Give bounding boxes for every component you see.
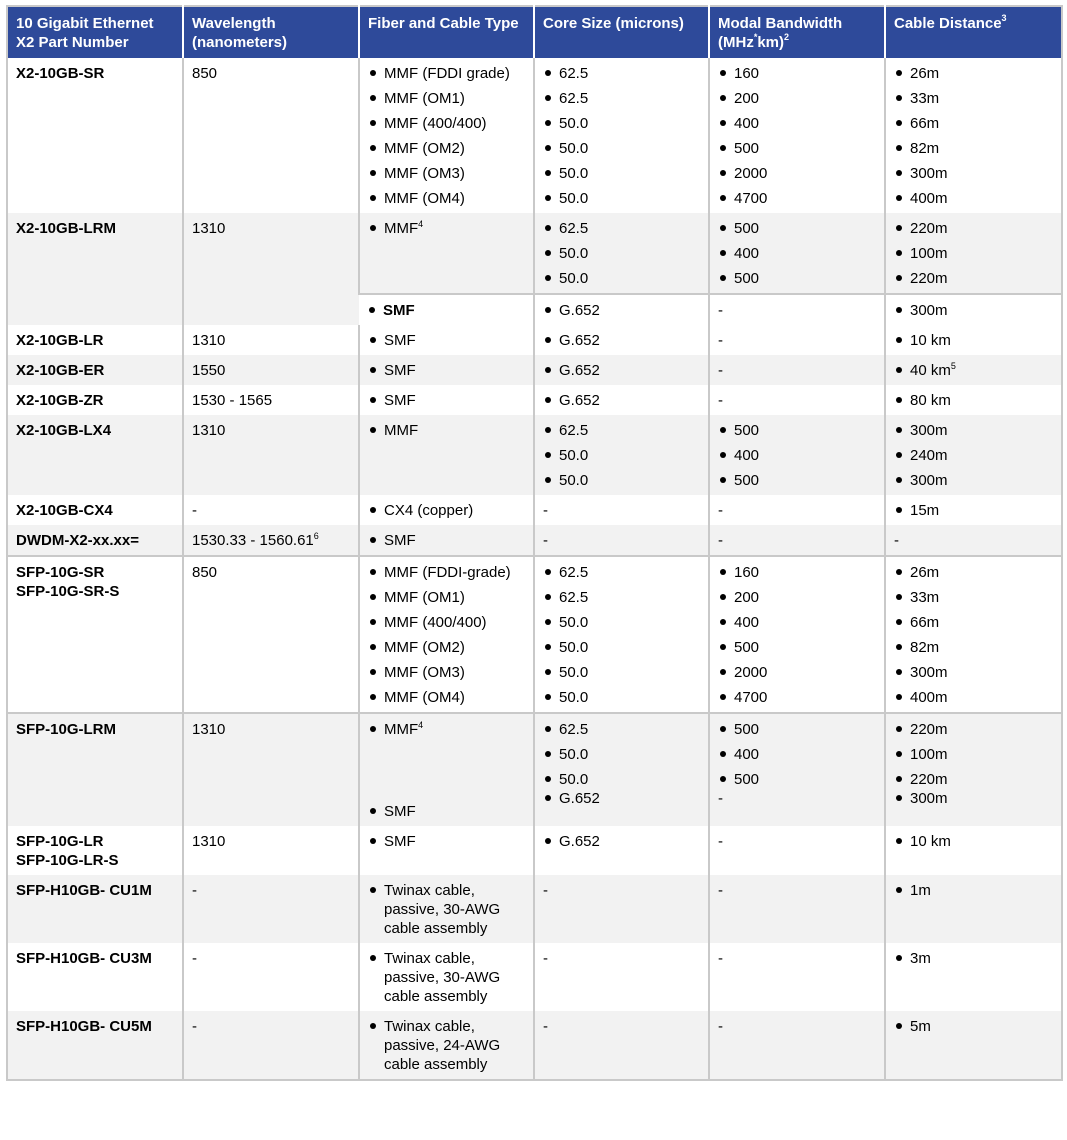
list-item: 500 [718, 421, 878, 446]
list-item: 300m [894, 164, 1055, 189]
list-item: 160 [718, 64, 878, 89]
distance-list [894, 720, 1055, 789]
footnote: 6 [313, 531, 319, 541]
table-row [7, 495, 1062, 525]
header-bandwidth-unit-a: (MHz [718, 34, 754, 51]
cable-distance [885, 355, 1062, 385]
list-item: 300m [894, 663, 1055, 688]
list-item: 80 km [894, 391, 1055, 410]
list-item: G.652 [543, 391, 702, 410]
bandwidth-list [718, 64, 878, 208]
table-row [7, 385, 1062, 415]
list-item: 100m [894, 745, 1055, 770]
core-size [534, 713, 709, 826]
header-bandwidth-title: Modal Bandwidth [718, 15, 843, 32]
list-item: 300m [894, 471, 1055, 490]
list-item: SMF [368, 361, 527, 380]
list-item: 33m [894, 89, 1055, 114]
header-bandwidth-unit-b: km) [757, 34, 785, 51]
list-item [368, 720, 527, 802]
list-item: 220m [894, 219, 1055, 244]
core-size [534, 826, 709, 875]
core-size: - [534, 1011, 709, 1080]
core-size: - [534, 525, 709, 556]
core-size: - [534, 875, 709, 943]
core-size [534, 385, 709, 415]
list-item: 500 [718, 269, 878, 288]
wavelength: - [183, 495, 359, 525]
bandwidth-list [718, 421, 878, 490]
core-list [543, 64, 702, 208]
table-row [7, 325, 1062, 355]
fiber-type [359, 355, 534, 385]
fiber-type [359, 556, 534, 713]
list-item: 50.0 [543, 745, 702, 770]
modal-bandwidth [709, 58, 885, 213]
header-part-number: 10 Gigabit Ethernet X2 Part Number [7, 6, 183, 58]
list-item: Twinax cable, passive, 30-AWG cable assembly [368, 881, 527, 938]
cable-distance [885, 325, 1062, 355]
list-item: 400 [718, 745, 878, 770]
list-item: 1m [894, 881, 1055, 900]
header-bandwidth-footnote: 2 [784, 32, 790, 42]
part-number-b: SFP-10G-LR-S [16, 852, 119, 869]
list-item: MMF (OM4) [368, 189, 527, 208]
wavelength: 1310 [183, 213, 359, 325]
list-item: 300m [894, 789, 1055, 808]
list-item: 220m [894, 720, 1055, 745]
list-item: 160 [718, 563, 878, 588]
list-item: 500 [718, 219, 878, 244]
fiber-value: MMF [384, 220, 419, 237]
fiber-list [368, 563, 527, 707]
list-item: 10 km [894, 331, 1055, 350]
distance-list [894, 64, 1055, 208]
modal-bandwidth: - [709, 1011, 885, 1080]
list-item: 50.0 [543, 638, 702, 663]
list-item: 66m [894, 114, 1055, 139]
part-number: SFP-H10GB- CU5M [7, 1011, 183, 1080]
list-item: 220m [894, 770, 1055, 789]
modal-bandwidth: - [709, 355, 885, 385]
part-number: SFP-10G-LRM [7, 713, 183, 826]
part-number: X2-10GB-ZR [7, 385, 183, 415]
modal-bandwidth: - [709, 525, 885, 556]
fiber-type [359, 294, 534, 325]
table-row [7, 415, 1062, 495]
list-item: 5m [894, 1017, 1055, 1036]
table-row [7, 58, 1062, 213]
cable-distance [885, 826, 1062, 875]
list-item: MMF (FDDI-grade) [368, 563, 527, 588]
list-item: 240m [894, 446, 1055, 471]
part-number: X2-10GB-ER [7, 355, 183, 385]
fiber-type [359, 875, 534, 943]
core-size: - [534, 943, 709, 1011]
list-item: 26m [894, 64, 1055, 89]
list-item: 100m [894, 244, 1055, 269]
list-item: SMF [368, 331, 527, 350]
part-number: SFP-H10GB- CU3M [7, 943, 183, 1011]
list-item: 50.0 [543, 114, 702, 139]
list-item: MMF (OM2) [368, 139, 527, 164]
modal-bandwidth: - [709, 325, 885, 355]
core-size [534, 294, 709, 325]
header-row [7, 6, 1062, 58]
list-item: 33m [894, 588, 1055, 613]
list-item: 50.0 [543, 244, 702, 269]
wavelength: - [183, 1011, 359, 1080]
list-item: MMF (400/400) [368, 613, 527, 638]
list-item: 400m [894, 189, 1055, 208]
list-item: MMF (OM4) [368, 688, 527, 707]
header-fiber-type: Fiber and Cable Type [359, 6, 534, 58]
bandwidth-list [718, 720, 878, 789]
header-distance-footnote: 3 [1001, 13, 1007, 23]
list-item: 50.0 [543, 189, 702, 208]
part-number [7, 556, 183, 713]
transceiver-spec-table [6, 5, 1063, 1081]
modal-bandwidth: - [709, 294, 885, 325]
cable-distance [885, 415, 1062, 495]
list-item: MMF (OM1) [368, 89, 527, 114]
list-item: 400 [718, 114, 878, 139]
list-item: 400 [718, 244, 878, 269]
core-size [534, 556, 709, 713]
list-item: 500 [718, 471, 878, 490]
list-item: 50.0 [543, 613, 702, 638]
header-bandwidth-star: * [753, 32, 758, 42]
part-number-a: SFP-10G-LR [16, 833, 104, 850]
list-item: G.652 [543, 301, 702, 320]
footnote: 4 [418, 720, 424, 730]
list-item: 220m [894, 269, 1055, 288]
list-item: 400 [718, 613, 878, 638]
cable-distance [885, 713, 1062, 826]
core-size: - [534, 495, 709, 525]
fiber-type [359, 525, 534, 556]
part-number: X2-10GB-LX4 [7, 415, 183, 495]
fiber-type [359, 826, 534, 875]
bandwidth-list [718, 219, 878, 288]
list-item: MMF (OM3) [368, 164, 527, 189]
core-size [534, 355, 709, 385]
wavelength: 1530 - 1565 [183, 385, 359, 415]
list-item: MMF (OM3) [368, 663, 527, 688]
wavelength: - [183, 943, 359, 1011]
table-row [7, 355, 1062, 385]
list-item: 15m [894, 501, 1055, 520]
spec-table-container [6, 5, 1061, 1081]
list-item: 200 [718, 588, 878, 613]
list-item: MMF [368, 421, 527, 440]
cable-distance: - [885, 525, 1062, 556]
bandwidth-value: - [718, 790, 723, 807]
fiber-type [359, 495, 534, 525]
part-number: X2-10GB-LR [7, 325, 183, 355]
cable-distance [885, 875, 1062, 943]
modal-bandwidth: - [709, 943, 885, 1011]
footnote: 4 [418, 219, 424, 229]
list-item: 500 [718, 139, 878, 164]
table-row [7, 556, 1062, 713]
list-item: 50.0 [543, 770, 702, 789]
wavelength-value: 1530.33 - 1560.61 [192, 532, 314, 549]
distance-list [894, 421, 1055, 490]
core-list [543, 421, 702, 490]
list-item: MMF (FDDI grade) [368, 64, 527, 89]
list-item: MMF (OM1) [368, 588, 527, 613]
core-size [534, 213, 709, 294]
list-item: G.652 [543, 832, 702, 851]
list-item: 26m [894, 563, 1055, 588]
list-item: 50.0 [543, 269, 702, 288]
modal-bandwidth: - [709, 495, 885, 525]
wavelength: 1310 [183, 415, 359, 495]
part-number: DWDM-X2-xx.xx= [7, 525, 183, 556]
part-number-b: SFP-10G-SR-S [16, 583, 120, 600]
table-row [7, 713, 1062, 826]
list-item: 50.0 [543, 139, 702, 164]
fiber-type [359, 325, 534, 355]
list-item: 2000 [718, 164, 878, 189]
list-item: 500 [718, 720, 878, 745]
list-item [894, 361, 1055, 380]
fiber-type [359, 713, 534, 826]
wavelength: 1310 [183, 826, 359, 875]
list-item: 300m [894, 421, 1055, 446]
core-size [534, 58, 709, 213]
list-item: G.652 [543, 361, 702, 380]
list-item: 2000 [718, 663, 878, 688]
part-number: X2-10GB-SR [7, 58, 183, 213]
part-number: SFP-H10GB- CU1M [7, 875, 183, 943]
list-item: 50.0 [543, 164, 702, 189]
fiber-type [359, 1011, 534, 1080]
distance-list [894, 563, 1055, 707]
list-item: 82m [894, 638, 1055, 663]
modal-bandwidth: - [709, 826, 885, 875]
footnote: 5 [950, 361, 956, 371]
header-distance-title: Cable Distance [894, 15, 1002, 32]
wavelength [183, 525, 359, 556]
list-item: 4700 [718, 189, 878, 208]
table-row [7, 943, 1062, 1011]
modal-bandwidth [709, 713, 885, 826]
list-item: MMF (400/400) [368, 114, 527, 139]
fiber-type [359, 58, 534, 213]
cable-distance [885, 556, 1062, 713]
wavelength: 850 [183, 58, 359, 213]
fiber-value: MMF [384, 721, 419, 738]
list-item: SMF [368, 802, 527, 821]
core-size [534, 325, 709, 355]
list-item: 82m [894, 139, 1055, 164]
list-item: SMF [367, 301, 527, 320]
list-item: 62.5 [543, 219, 702, 244]
list-item: 66m [894, 613, 1055, 638]
fiber-type [359, 213, 534, 294]
list-item: 3m [894, 949, 1055, 968]
part-number: X2-10GB-CX4 [7, 495, 183, 525]
list-item: 62.5 [543, 421, 702, 446]
core-size [534, 415, 709, 495]
fiber-list [368, 64, 527, 208]
list-item: CX4 (copper) [368, 501, 527, 520]
header-modal-bandwidth [709, 6, 885, 58]
cable-distance [885, 385, 1062, 415]
list-item: G.652 [543, 331, 702, 350]
fiber-type [359, 415, 534, 495]
cable-distance [885, 1011, 1062, 1080]
table-row [7, 875, 1062, 943]
list-item: 400 [718, 446, 878, 471]
list-item [368, 219, 527, 244]
cable-distance [885, 495, 1062, 525]
cable-distance [885, 58, 1062, 213]
list-item: SMF [368, 832, 527, 851]
modal-bandwidth [709, 415, 885, 495]
table-row [7, 213, 1062, 294]
fiber-type [359, 943, 534, 1011]
list-item: 300m [894, 301, 1055, 320]
wavelength: 1550 [183, 355, 359, 385]
list-item: SMF [368, 391, 527, 410]
list-item: 62.5 [543, 588, 702, 613]
modal-bandwidth: - [709, 875, 885, 943]
cable-distance [885, 213, 1062, 294]
list-item: Twinax cable, passive, 30-AWG cable assembly [368, 949, 527, 1006]
list-item: 4700 [718, 688, 878, 707]
list-item: 10 km [894, 832, 1055, 851]
list-item: 50.0 [543, 446, 702, 471]
core-list [543, 563, 702, 707]
cable-distance [885, 943, 1062, 1011]
list-item: SMF [368, 531, 527, 550]
header-cable-distance [885, 6, 1062, 58]
modal-bandwidth [709, 556, 885, 713]
distance-value: 40 km [910, 362, 951, 379]
list-item: MMF (OM2) [368, 638, 527, 663]
cable-distance [885, 294, 1062, 325]
fiber-type [359, 385, 534, 415]
list-item: 200 [718, 89, 878, 114]
list-item: 400m [894, 688, 1055, 707]
list-item: 62.5 [543, 64, 702, 89]
wavelength: - [183, 875, 359, 943]
modal-bandwidth: - [709, 385, 885, 415]
part-number: X2-10GB-LRM [7, 213, 183, 325]
modal-bandwidth [709, 213, 885, 294]
wavelength: 850 [183, 556, 359, 713]
distance-list [894, 219, 1055, 288]
list-item: Twinax cable, passive, 24-AWG cable assembly [368, 1017, 527, 1074]
list-item: 62.5 [543, 563, 702, 588]
list-item: G.652 [543, 789, 702, 808]
wavelength: 1310 [183, 713, 359, 826]
bandwidth-list [718, 563, 878, 707]
core-list [543, 219, 702, 288]
part-number [7, 826, 183, 875]
list-item: 62.5 [543, 720, 702, 745]
table-row [7, 826, 1062, 875]
list-item: 62.5 [543, 89, 702, 114]
table-row [7, 1011, 1062, 1080]
list-item: 500 [718, 770, 878, 789]
header-wavelength: Wavelength (nanometers) [183, 6, 359, 58]
part-number-a: SFP-10G-SR [16, 564, 105, 581]
list-item: 50.0 [543, 471, 702, 490]
list-item: 50.0 [543, 688, 702, 707]
table-row [7, 525, 1062, 556]
core-list [543, 720, 702, 789]
header-core-size: Core Size (microns) [534, 6, 709, 58]
wavelength: 1310 [183, 325, 359, 355]
list-item: 500 [718, 638, 878, 663]
list-item: 50.0 [543, 663, 702, 688]
